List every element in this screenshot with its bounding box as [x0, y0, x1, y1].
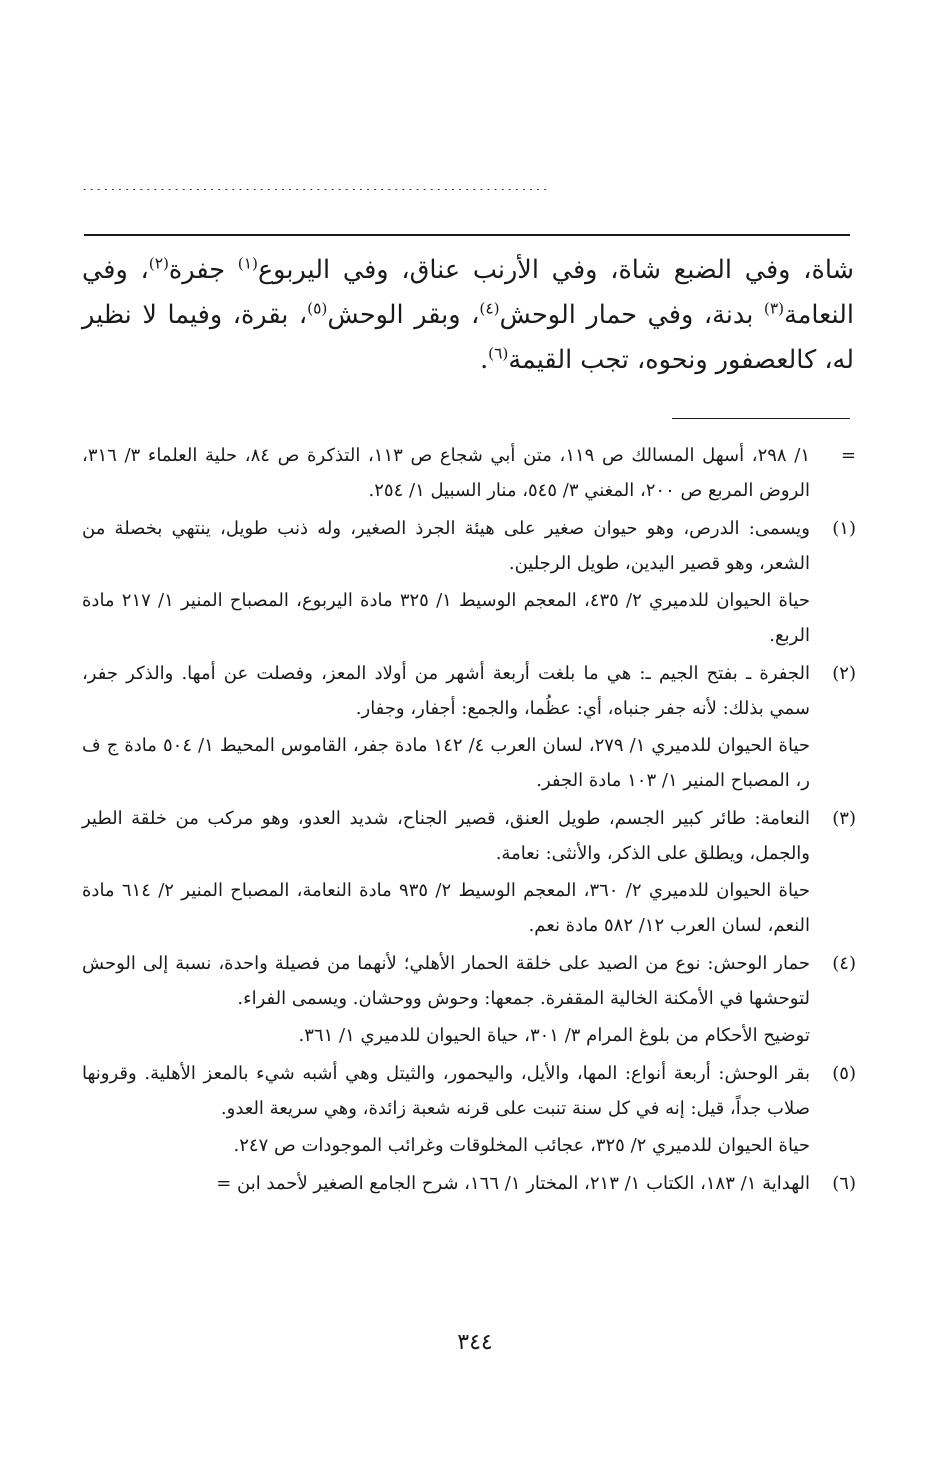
footnote-2 — [82, 656, 856, 798]
footnote-continuation — [82, 438, 856, 508]
footnote-sources: حياة الحيوان للدميري ٢/ ٣٦٠، المعجم الوسيط ٢/ ٩٣٥ مادة النعامة، المصباح المنير ٢/ ٦١٤ مادة النعم، لسان العرب ١٢/ ٥٨٢ مادة نعم. — [82, 880, 810, 936]
footnote-mark: (٢) — [832, 663, 856, 684]
footnote-ref-3[interactable]: (٣) — [763, 299, 785, 318]
footnote-sources: حياة الحيوان للدميري ١/ ٢٧٩، لسان العرب ٤/ ١٤٢ مادة جفر، القاموس المحيط ١/ ٥٠٤ مادة ج ف ر، المصباح المنير ١/ ١٠٣ مادة الجفر. — [82, 735, 811, 791]
footnote-5 — [82, 1056, 856, 1163]
footnote-mark: (٤) — [832, 953, 856, 974]
footnote-ref-2[interactable]: (٢) — [148, 254, 169, 273]
footnote-ref-4[interactable]: (٤) — [479, 299, 500, 318]
footnote-mark: (٦) — [832, 1173, 856, 1194]
footnote-mark: (١) — [832, 518, 856, 539]
main-text-part: ، وفي النعامة — [82, 255, 855, 330]
footnote-separator — [672, 418, 850, 419]
footnote-3 — [82, 801, 856, 943]
footnote-ref-1[interactable]: (١) — [237, 254, 258, 273]
footnote-ref-6[interactable]: (٦) — [488, 344, 509, 363]
footnote-ref-5[interactable]: (٥) — [307, 299, 328, 318]
main-text-part: ، وبقر الوحش — [327, 300, 480, 330]
footnote-mark: = — [840, 445, 856, 466]
top-rule — [84, 234, 850, 236]
footnote-text: النعامة: طائر كبير الجسم، طويل العنق، قصير الجناح، شديد العدو، وهو مركب من خلقة الطير والجمل، ويطلق على الذكر، والأنثى: نعامة. — [82, 808, 810, 864]
footnote-text: ١/ ٢٩٨، أسهل المسالك ص ١١٩، متن أبي شجاع ص ١١٣، التذكرة ص ٨٤، حلية العلماء ٣/ ٣١٦، الروض المربع ص ٢٠٠، المغني ٣/ ٥٤٥، منار السبيل ١/ ٢٥٤. — [82, 445, 810, 501]
footnote-6 — [82, 1166, 856, 1201]
main-text-part: شاة، وفي الضبع شاة، وفي الأرنب عناق، وفي اليربوع — [257, 255, 854, 285]
footnote-sources: توضيح الأحكام من بلوغ المرام ٣/ ٣٠١، حياة الحيوان للدميري ١/ ٣٦١. — [298, 1025, 810, 1046]
footnote-4 — [82, 946, 856, 1053]
footnote-text: الجفرة ـ بفتح الجيم ـ: هي ما بلغت أربعة أشهر من أولاد المعز، وفصلت عن أمها. والذكر جفر، سمي بذلك: لأنه جفر جنباه، أي: عظُما، والجمع: أجفار، وجفار. — [82, 663, 810, 719]
dotted-separator: .................................................................. — [82, 176, 550, 190]
main-text-part: . — [480, 345, 489, 375]
footnote-mark: (٣) — [832, 808, 856, 829]
footnote-text: حمار الوحش: نوع من الصيد على خلقة الحمار الأهلي؛ لأنهما من فصيلة واحدة، نسبة إلى الوحش لتوحشها في الأمكنة الخالية المقفرة. جمعها: وحوش ووحشان. ويسمى الفراء. — [82, 953, 810, 1009]
footnotes — [82, 438, 856, 1204]
main-text-part: جفرة — [168, 255, 238, 285]
footnote-1 — [82, 511, 856, 653]
footnote-text: الهداية ١/ ١٨٣، الكتاب ١/ ٢١٣، المختار ١/ ١٦٦، شرح الجامع الصغير لأحمد ابن = — [216, 1173, 810, 1194]
footnote-text: ويسمى: الدرص، وهو حيوان صغير على هيئة الجرذ الصغير، وله ذنب طويل، ينتهي بخصلة من الشعر، وهو قصير اليدين، طويل الرجلين. — [82, 518, 810, 574]
main-text-part: بدنة، وفي حمار الوحش — [499, 300, 764, 330]
footnote-sources: حياة الحيوان للدميري ٢/ ٤٣٥، المعجم الوسيط ١/ ٣٢٥ مادة اليربوع، المصباح المنير ١/ ٢١٧ مادة الربع. — [82, 590, 810, 646]
footnote-mark: (٥) — [832, 1063, 856, 1084]
main-text — [82, 248, 854, 383]
main-text-part: ، بقرة، وفيما لا نظير له، كالعصفور ونحوه، تجب القيمة — [82, 300, 854, 375]
page-number: ٣٤٤ — [457, 1330, 493, 1355]
footnote-sources: حياة الحيوان للدميري ٢/ ٣٢٥، عجائب المخلوقات وغرائب الموجودات ص ٢٤٧. — [233, 1135, 810, 1156]
footnote-text: بقر الوحش: أربعة أنواع: المها، والأيل، واليحمور، والثيتل وهي أشبه شيء بالمعز الأهلية. وقرونها صلاب جداً، قيل: إنه في كل سنة تنبت على قرنه شعبة زائدة، وهي سريعة العدو. — [82, 1063, 810, 1119]
